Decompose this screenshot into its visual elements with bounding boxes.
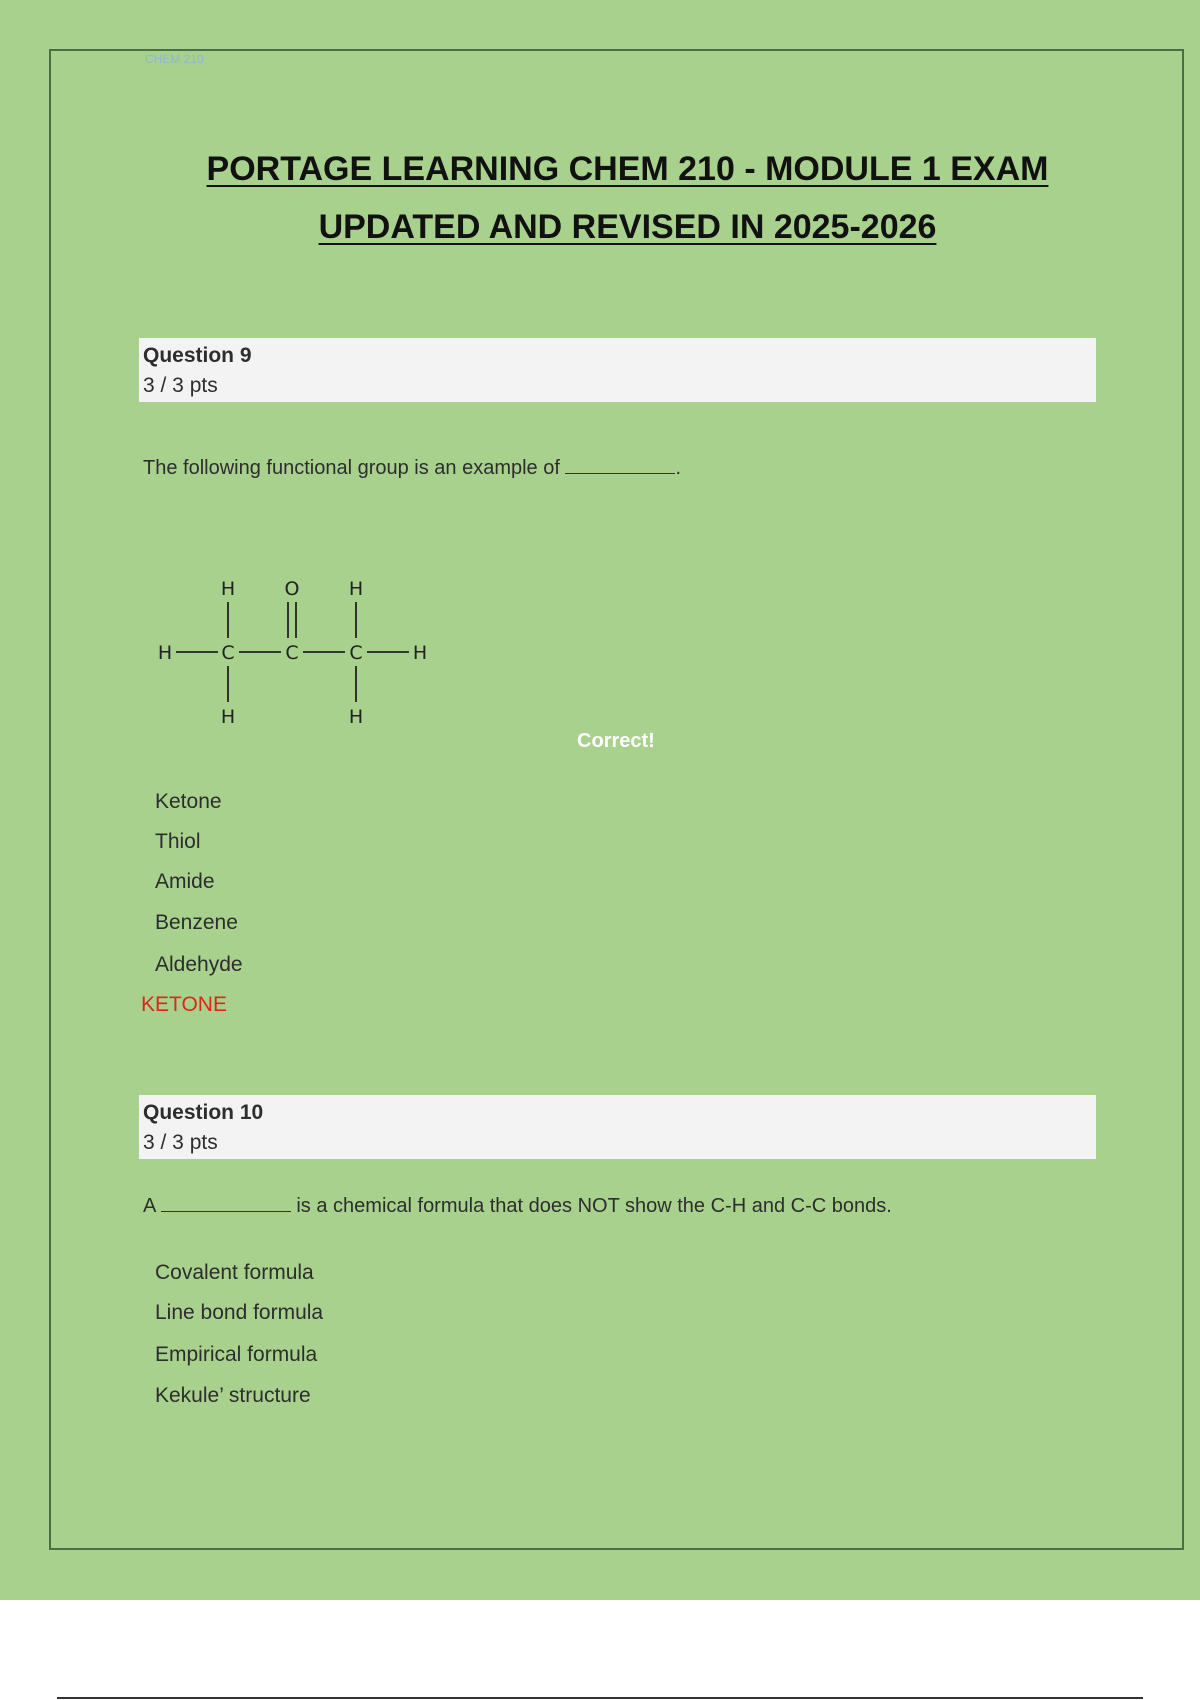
- question-9-prompt-end: .: [675, 457, 682, 479]
- option-thiol[interactable]: Thiol: [155, 830, 201, 853]
- exam-title-line2: UPDATED AND REVISED IN 2025-2026: [318, 208, 937, 246]
- exam-title-line1: PORTAGE LEARNING CHEM 210 - MODULE 1 EXAM: [206, 150, 1049, 188]
- option-covalent-formula[interactable]: Covalent formula: [155, 1261, 314, 1284]
- atom-c-1: C: [221, 642, 235, 664]
- question-10-header: [139, 1095, 1096, 1159]
- question-10-prompt: [143, 1195, 892, 1218]
- option-ketone[interactable]: Ketone: [155, 790, 222, 813]
- answer-blank: [161, 1195, 291, 1212]
- question-10-prompt-start: A: [143, 1195, 161, 1217]
- acetone-structural-formula: [150, 570, 440, 730]
- question-9-header: [139, 338, 1096, 402]
- answer-blank: [565, 457, 675, 474]
- atom-h-right: H: [412, 642, 428, 664]
- answer-key: KETONE: [141, 993, 227, 1016]
- course-tag: CHEM 210: [145, 52, 204, 66]
- atom-o-top: O: [284, 578, 300, 600]
- atom-h-top-1: H: [220, 578, 236, 600]
- option-aldehyde[interactable]: Aldehyde: [155, 953, 243, 976]
- option-amide[interactable]: Amide: [155, 870, 215, 893]
- atom-c-2: C: [285, 642, 299, 664]
- atom-h-bottom-2: H: [348, 706, 364, 728]
- question-9-prompt: [143, 457, 681, 480]
- option-kekule-structure[interactable]: Kekule’ structure: [155, 1384, 311, 1407]
- atom-h-bottom-1: H: [220, 706, 236, 728]
- option-line-bond-formula[interactable]: Line bond formula: [155, 1301, 324, 1324]
- question-10-prompt-text: is a chemical formula that does NOT show the C-H and C-C bonds.: [290, 1195, 892, 1217]
- option-empirical-formula[interactable]: Empirical formula: [155, 1343, 318, 1366]
- atom-h-top-2: H: [348, 578, 364, 600]
- atom-h-left: H: [157, 642, 173, 664]
- atom-c-3: C: [349, 642, 363, 664]
- question-9-prompt-text: The following functional group is an example of: [143, 457, 566, 479]
- question-10-points: 3 / 3 pts: [143, 1131, 218, 1154]
- question-10-title: Question 10: [143, 1101, 264, 1124]
- option-benzene[interactable]: Benzene: [155, 911, 238, 934]
- footer-rule: [57, 1697, 1143, 1699]
- question-9-points: 3 / 3 pts: [143, 374, 218, 397]
- correct-feedback: Correct!: [577, 730, 655, 752]
- question-9-title: Question 9: [143, 344, 252, 367]
